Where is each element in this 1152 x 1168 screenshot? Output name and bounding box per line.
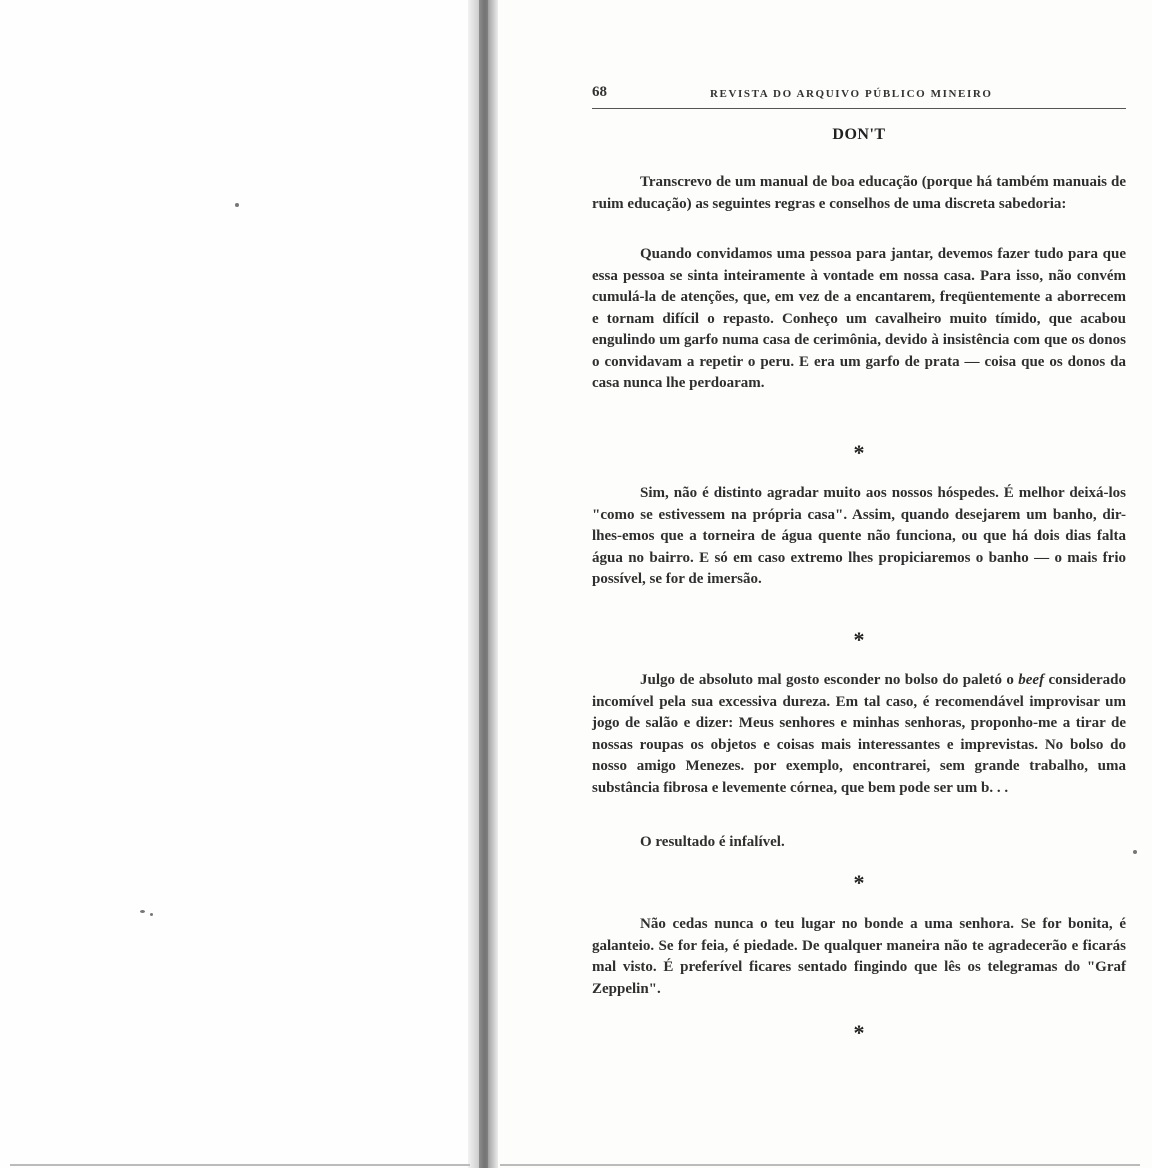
section-separator: * xyxy=(853,1020,865,1045)
section-separator: * xyxy=(853,627,865,652)
paragraph-dinner: Quando convidamos uma pessoa para jantar, devemos fazer tudo para que essa pessoa se sinta inteiramente à vontade em nossa casa. Para isso, não convém cumulá-la de atenções, que, em vez de a encantarem, freqüentemente a aborrecem e tornam difícil o repasto. Conheço um cavalheiro muito tímido, que acabou engulindo um garfo numa casa de cerimônia, devido à insistência com que os donos o convidavam a repetir o peru. E era um garfo de prata — coisa que os donos da casa nunca lhe perdoaram. xyxy=(592,246,1126,391)
ink-speck xyxy=(1133,850,1137,854)
intro-paragraph: Transcrevo de um manual de boa educação (porque há também manuais de ruim educação) as seguintes regras e conselhos de uma discreta sabedoria: xyxy=(592,174,1126,212)
right-page xyxy=(498,0,1152,1168)
paragraph-beef xyxy=(592,670,1126,799)
section-separator: * xyxy=(853,440,865,465)
page-bottom-edge xyxy=(500,1164,1140,1166)
paragraph-tram: Não cedas nunca o teu lugar no bonde a uma senhora. Se for bonita, é galanteio. Se for feia, é piedade. De qualquer maneira não te agradecerão e ficarás mal visto. É preferível ficares sentado fingindo que lês os telegramas do "Graf Zeppelin". xyxy=(592,916,1126,997)
left-blank-page xyxy=(0,0,470,1168)
ink-speck xyxy=(150,913,153,916)
section-separator: * xyxy=(853,870,865,895)
beef-word: beef xyxy=(1018,672,1045,688)
running-head: REVISTA DO ARQUIVO PÚBLICO MINEIRO xyxy=(710,88,993,100)
page-header xyxy=(592,84,1126,109)
paragraph-result: O resultado é infalível. xyxy=(640,834,785,850)
book-spine-shadow xyxy=(479,0,488,1168)
page-number: 68 xyxy=(592,84,607,100)
paragraph-beef-start: Julgo de absoluto mal gosto esconder no bolso do paletó o xyxy=(640,672,1019,688)
ink-speck xyxy=(235,203,239,207)
paragraph-beef-end: considerado incomível pela sua excessiva dureza. Em tal caso, é recomendável improvisar um jogo de salão e dizer: Meus senhores e minhas senhoras, proponho-me a tirar de nossas roupas os objetos e coisas mais interessantes e imprevistas. No bolso do nosso amigo Menezes. por exemplo, encontrarei, sem grande trabalho, uma substância fibrosa e levemente córnea, que bem pode ser um b. . . xyxy=(592,672,1126,796)
paragraph-guests: Sim, não é distinto agradar muito aos nossos hóspedes. É melhor deixá-los "como se estivessem na própria casa". Assim, quando desejarem um banho, dir-lhes-emos que a torneira de água quente não funciona, ou que há dois dias falta água no bairro. E só em caso extremo lhes propiciaremos o banho — o mais frio possível, se for de imersão. xyxy=(592,485,1126,587)
article-title: DON'T xyxy=(832,126,886,143)
page-bottom-edge xyxy=(10,1164,470,1166)
ink-speck xyxy=(140,910,145,913)
